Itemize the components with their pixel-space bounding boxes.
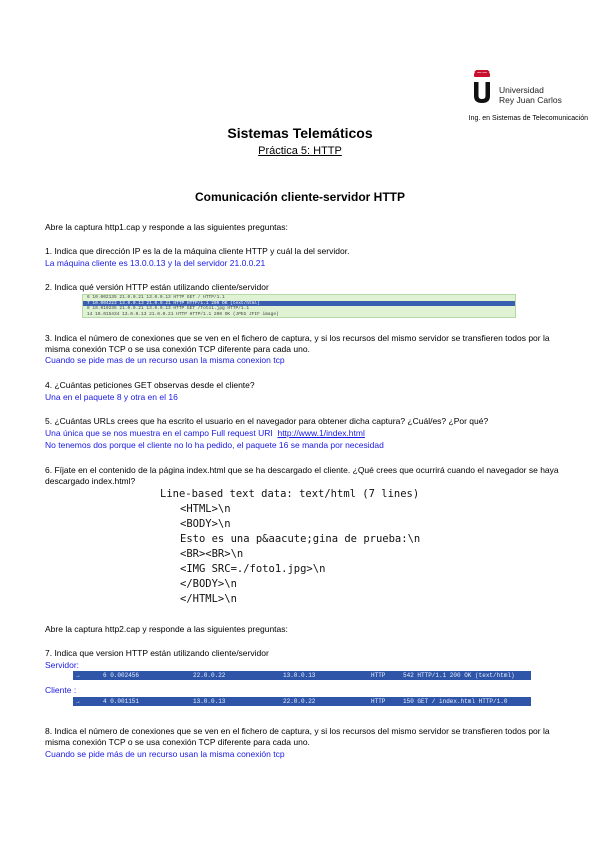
answer-3: Cuando se pide mas de un recurso usan la misma conexion tcp	[45, 355, 285, 365]
question-3: 3. Indica el número de conexiones que se ven en el fichero de captura, y si los recursos del mismo servidor se transfieren todos por la misma conexión TCP o se usa conexión TCP diferente para cada uno.	[45, 333, 550, 354]
code-line: Esto es una p&aacute;gina de prueba:\n	[180, 533, 421, 545]
section-title: Comunicación cliente-servidor HTTP	[194, 190, 406, 204]
answer-8: Cuando se pide más de un recurso usan la misma conexión tcp	[45, 749, 285, 759]
document-title: Sistemas Telemáticos	[227, 125, 373, 141]
code-line: Line-based text data: text/html (7 lines)	[160, 488, 420, 500]
client-capture-row: → 4 0.001151 13.0.0.13 22.0.0.22 HTTP 150 GET / index.html HTTP/1.0	[73, 697, 531, 706]
document-subtitle: Práctica 5: HTTP	[258, 145, 342, 157]
code-line: <IMG SRC=./foto1.jpg>\n	[180, 563, 326, 575]
row-arrow-icon: →	[76, 672, 80, 679]
capture-row: 14 10.015434 13.0.0.13 21.0.0.21 HTTP HTTP/1.1 200 OK (JPEG JFIF image)	[87, 311, 279, 317]
server-label: Servidor:	[45, 660, 80, 670]
answer-5-text: Una única que se nos muestra en el campo Full request URI	[45, 428, 273, 438]
question-2: 2. Indica qué versión HTTP están utilizando cliente/servidor	[45, 282, 269, 292]
question-4: 4. ¿Cuántas peticiones GET observas desde el cliente?	[45, 380, 255, 390]
capture-row: 6 10.002135 21.0.0.21 13.0.0.13 HTTP GET / HTTP/1.1	[87, 295, 225, 300]
client-label: Cliente :	[45, 685, 77, 695]
row-arrow-icon: →	[76, 698, 80, 705]
code-line: <HTML>\n	[180, 503, 231, 515]
university-logo-icon	[470, 70, 494, 104]
answer-5	[45, 428, 560, 439]
question-5: 5. ¿Cuántas URLs crees que ha escrito el usuario en el navegador para obtener dicha captura? ¿Cuál/es? ¿Por qué?	[45, 416, 489, 426]
question-8: 8. Indica el número de conexiones que se ven en el fichero de captura, y si los recursos del mismo servidor se transfieren todos por la misma conexión TCP o se usa conexión TCP diferente para cada uno.	[45, 726, 550, 747]
answer-5-link[interactable]: http://www.1/index.html	[277, 428, 365, 438]
university-name: Universidad Rey Juan Carlos	[499, 85, 562, 105]
code-line: </HTML>\n	[180, 593, 237, 605]
server-capture-row: → 6 0.002456 22.0.0.22 13.0.0.13 HTTP 542 HTTP/1.1 200 OK (text/html)	[73, 671, 531, 680]
answer-5-extra: No tenemos dos porque el cliente no lo ha pedido, el paquete 16 se manda por necesidad	[45, 440, 384, 450]
capture-screenshot-http1	[82, 294, 516, 318]
question-7: 7. Indica que version HTTP están utilizando cliente/servidor	[45, 648, 269, 658]
degree-name: Ing. en Sistemas de Telecomunicación	[468, 115, 588, 122]
question-1: 1. Indica que dirección IP es la de la máquina cliente HTTP y cuál la del servidor.	[45, 246, 350, 256]
question-6: 6. Fíjate en el contenido de la página index.html que se ha descargado el cliente. ¿Qué crees que ocurrirá cuando el navegador se haya descargado index.html?	[45, 465, 559, 486]
intro-text-2: Abre la captura http2.cap y responde a las siguientes preguntas:	[45, 624, 288, 634]
answer-1: La máquina cliente es 13.0.0.13 y la del servidor 21.0.0.21	[45, 258, 266, 268]
code-line: <BODY>\n	[180, 518, 231, 530]
capture-row: 7 10.004223 13.0.0.13 21.0.0.21 HTTP HTTP/1.1 200 OK (text/html)	[83, 301, 515, 307]
code-line: <BR><BR>\n	[180, 548, 244, 560]
code-line: </BODY>\n	[180, 578, 237, 590]
html-code-capture	[160, 487, 420, 607]
intro-text-1: Abre la captura http1.cap y responde a las siguientes preguntas:	[45, 222, 288, 232]
answer-4: Una en el paquete 8 y otra en el 16	[45, 392, 178, 402]
capture-row: 8 10.010235 21.0.0.21 13.0.0.13 HTTP GET /foto1.jpg HTTP/1.1	[87, 306, 250, 311]
